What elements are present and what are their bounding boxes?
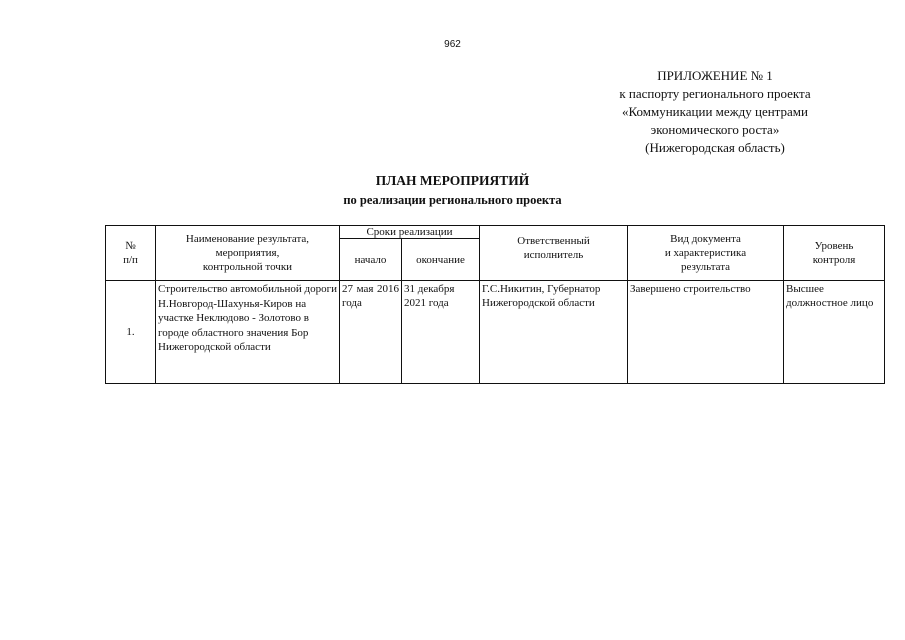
header-number-line: п/п	[123, 254, 138, 266]
header-name-line: мероприятия,	[215, 247, 280, 259]
appendix-block	[595, 67, 835, 157]
cell-responsible: Г.С.Никитин, Губернатор Нижегородской области	[480, 281, 628, 384]
header-control-level	[784, 226, 885, 281]
header-document-line: и характеристика	[664, 247, 747, 259]
appendix-line: к паспорту регионального проекта	[619, 86, 811, 101]
header-name	[156, 226, 340, 281]
table-row	[106, 281, 885, 384]
header-control-line: контроля	[812, 254, 856, 266]
header-document-line: Вид документа	[670, 233, 741, 245]
header-responsible	[480, 226, 628, 281]
header-number	[106, 226, 156, 281]
header-control-line: Уровень	[814, 240, 854, 252]
header-name-line: контрольной точки	[202, 261, 293, 273]
cell-number: 1.	[106, 281, 156, 384]
document-subtitle: по реализации регионального проекта	[343, 193, 562, 207]
cell-document: Завершено строительство	[628, 281, 784, 384]
header-terms: Сроки реализации	[340, 226, 480, 239]
header-start: начало	[340, 239, 402, 281]
cell-end-date: 31 декабря 2021 года	[402, 281, 480, 384]
header-responsible-line: Ответственный	[517, 235, 590, 247]
cell-result-name: Строительство автомобильной дороги Н.Новгород-Шахунья-Киров на участке Неклюдово - Золотово в городе областного значения Бор Нижегородской области	[156, 281, 340, 384]
appendix-line: экономического роста»	[650, 122, 780, 137]
plan-table	[105, 225, 885, 384]
appendix-line: «Коммуникации между центрами	[622, 104, 808, 119]
header-end: окончание	[402, 239, 480, 281]
page-number: 962	[444, 39, 461, 50]
header-number-line: №	[125, 240, 136, 252]
cell-start-date: 27 мая 2016 года	[340, 281, 402, 384]
header-document	[628, 226, 784, 281]
header-document-line: результата	[680, 261, 731, 273]
table-header-row	[106, 226, 885, 239]
cell-control-level: Высшее должностное лицо	[784, 281, 885, 384]
document-title: ПЛАН МЕРОПРИЯТИЙ	[375, 173, 530, 188]
header-name-line: Наименование результата,	[185, 233, 310, 245]
appendix-line: (Нижегородская область)	[645, 140, 785, 155]
appendix-line: ПРИЛОЖЕНИЕ № 1	[657, 68, 773, 83]
header-responsible-line: исполнитель	[523, 249, 584, 261]
